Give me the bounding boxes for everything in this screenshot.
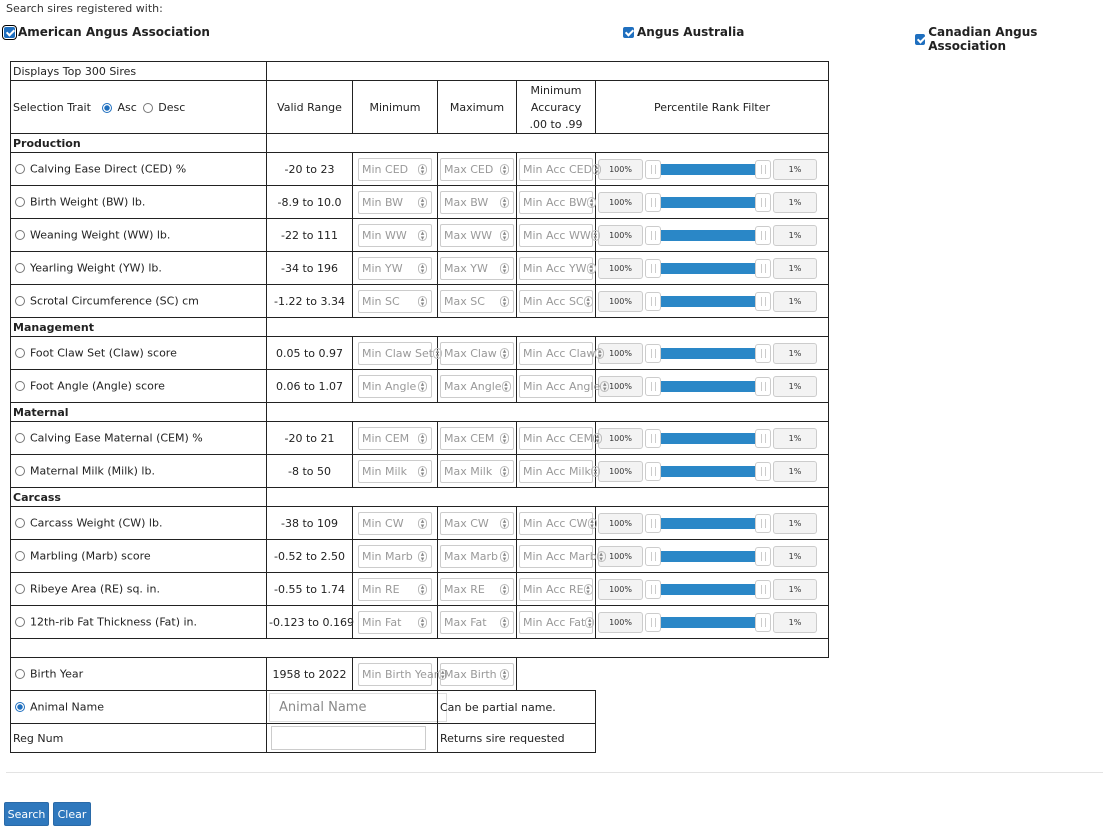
asc-label: Asc [117, 100, 137, 114]
percentile-high-value[interactable]: 1% [773, 376, 817, 397]
trait-radio-sc[interactable] [15, 296, 25, 306]
valid-range: -22 to 111 [267, 219, 353, 252]
slider-track[interactable] [645, 513, 771, 534]
percentile-slider-re[interactable] [598, 579, 826, 600]
spinner-icon[interactable] [500, 669, 509, 680]
trait-row-yw [11, 252, 829, 285]
min-yw-input[interactable]: Min YW ▴ ▾ [358, 257, 432, 280]
percentile-header: Percentile Rank Filter [596, 81, 829, 134]
birth-year-row: Birth Year 1958 to 2022 Min Birth Year ▴ ▾ Max Birth ▴ ▾ [11, 658, 829, 691]
percentile-high-value[interactable]: 1% [773, 291, 817, 312]
trait-radio-bw[interactable] [15, 197, 25, 207]
min-accuracy-header: Minimum Accuracy .00 to .99 [517, 81, 596, 134]
animal-name-note: Can be partial name. [438, 691, 596, 724]
spinner-icon[interactable] [500, 197, 509, 208]
slider-handle-left[interactable] [645, 514, 661, 533]
trait-radio-ced[interactable] [15, 164, 25, 174]
slider-track[interactable] [645, 461, 771, 482]
spinner-icon[interactable] [418, 296, 427, 307]
percentile-low-value[interactable]: 100% [598, 513, 643, 534]
spinner-icon[interactable] [500, 230, 509, 241]
trait-radio-cem[interactable] [15, 433, 25, 443]
spinner-icon[interactable] [597, 551, 606, 562]
max-ced-input[interactable]: Max CED ▴ ▾ [440, 158, 514, 181]
slider-track[interactable] [645, 225, 771, 246]
spinner-icon[interactable] [584, 584, 593, 595]
slider-handle-left[interactable] [645, 377, 661, 396]
slider-handle-left[interactable] [645, 160, 661, 179]
valid-range: -20 to 23 [267, 153, 353, 186]
max-cw-input[interactable]: Max CW ▴ ▾ [440, 512, 514, 535]
spinner-icon[interactable] [585, 617, 594, 628]
max-yw-input[interactable]: Max YW ▴ ▾ [440, 257, 514, 280]
percentile-low-value[interactable]: 100% [598, 376, 643, 397]
percentile-low-value[interactable]: 100% [598, 291, 643, 312]
trait-label: Foot Angle (Angle) score [30, 379, 165, 393]
trait-radio-marb[interactable] [15, 551, 25, 561]
spinner-icon[interactable] [418, 381, 427, 392]
slider-handle-right[interactable] [755, 429, 771, 448]
valid-range: -38 to 109 [267, 507, 353, 540]
association-label: American Angus Association [18, 25, 210, 39]
reg-num-row [11, 724, 829, 753]
max-birth-year-input[interactable]: Max Birth ▴ ▾ [440, 663, 514, 686]
slider-handle-left[interactable] [645, 613, 661, 632]
trait-row-milk [11, 455, 829, 488]
slider-track[interactable] [645, 579, 771, 600]
trait-row-ced [11, 153, 829, 186]
max-claw-input[interactable]: Max Claw ▴ ▾ [440, 342, 514, 365]
slider-track[interactable] [645, 376, 771, 397]
slider-handle-right[interactable] [755, 259, 771, 278]
canadian-angus-checkbox[interactable] [915, 34, 925, 45]
spinner-icon[interactable] [418, 197, 427, 208]
min-acc-cem-input[interactable]: Min Acc CEM ▴ ▾ [519, 427, 593, 450]
slider-handle-right[interactable] [755, 377, 771, 396]
spinner-icon[interactable] [588, 518, 597, 529]
slider-track[interactable] [645, 612, 771, 633]
trait-label: Marbling (Marb) score [30, 549, 151, 563]
percentile-low-value[interactable]: 100% [598, 428, 643, 449]
min-ww-input[interactable]: Min WW ▴ ▾ [358, 224, 432, 247]
trait-label: 12th-rib Fat Thickness (Fat) in. [30, 615, 198, 629]
valid-range: 0.06 to 1.07 [267, 370, 353, 403]
max-bw-input[interactable]: Max BW ▴ ▾ [440, 191, 514, 214]
spinner-icon[interactable] [500, 584, 509, 595]
section-production: Production [11, 134, 267, 153]
slider-handle-left[interactable] [645, 429, 661, 448]
percentile-high-value[interactable]: 1% [773, 546, 817, 567]
trait-row-re [11, 573, 829, 606]
spinner-icon[interactable] [418, 433, 427, 444]
slider-handle-right[interactable] [755, 613, 771, 632]
maximum-header: Maximum [438, 81, 517, 134]
divider [6, 772, 1103, 773]
desc-radio[interactable] [143, 103, 153, 113]
spinner-icon[interactable] [418, 551, 427, 562]
trait-row-claw [11, 337, 829, 370]
max-ww-input[interactable]: Max WW ▴ ▾ [440, 224, 514, 247]
spinner-icon[interactable] [500, 518, 509, 529]
min-acc-claw-input[interactable]: Min Acc Claw ▴ ▾ [519, 342, 593, 365]
section-management: Management [11, 318, 267, 337]
slider-handle-left[interactable] [645, 226, 661, 245]
spinner-icon[interactable] [592, 164, 601, 175]
trait-row-bw [11, 186, 829, 219]
min-ced-input[interactable]: Min CED ▴ ▾ [358, 158, 432, 181]
percentile-slider-milk[interactable] [598, 461, 826, 482]
trait-label: Foot Claw Set (Claw) score [30, 346, 177, 360]
slider-handle-right[interactable] [755, 462, 771, 481]
valid-range: 0.05 to 0.97 [267, 337, 353, 370]
trait-label: Calving Ease Maternal (CEM) % [30, 431, 203, 445]
percentile-slider-ww[interactable] [598, 225, 826, 246]
min-fat-input[interactable]: Min Fat ▴ ▾ [358, 611, 432, 634]
percentile-slider-bw[interactable] [598, 192, 826, 213]
slider-handle-right[interactable] [755, 344, 771, 363]
birth-year-range: 1958 to 2022 [267, 658, 353, 691]
trait-row-marb [11, 540, 829, 573]
trait-radio-re[interactable] [15, 584, 25, 594]
trait-label: Maternal Milk (Milk) lb. [30, 464, 155, 478]
spinner-icon[interactable] [500, 551, 509, 562]
min-re-input[interactable]: Min RE ▴ ▾ [358, 578, 432, 601]
spinner-icon[interactable] [500, 164, 509, 175]
trait-row-cw [11, 507, 829, 540]
slider-track[interactable] [645, 192, 771, 213]
min-acc-yw-input[interactable]: Min Acc YW ▴ ▾ [519, 257, 593, 280]
slider-handle-left[interactable] [645, 344, 661, 363]
percentile-slider-sc[interactable] [598, 291, 826, 312]
min-milk-input[interactable]: Min Milk ▴ ▾ [358, 460, 432, 483]
association-label: Canadian Angus Association [928, 25, 1038, 53]
percentile-slider-claw[interactable] [598, 343, 826, 364]
reg-num-label: Reg Num [11, 724, 267, 753]
trait-row-fat [11, 606, 829, 639]
association-label: Angus Australia [637, 25, 745, 39]
percentile-high-value[interactable]: 1% [773, 258, 817, 279]
percentile-low-value[interactable]: 100% [598, 159, 643, 180]
trait-radio-ww[interactable] [15, 230, 25, 240]
slider-handle-right[interactable] [755, 160, 771, 179]
percentile-high-value[interactable]: 1% [773, 612, 817, 633]
percentile-slider-cem[interactable] [598, 428, 826, 449]
spinner-icon[interactable] [584, 296, 593, 307]
slider-handle-right[interactable] [755, 292, 771, 311]
percentile-low-value[interactable]: 100% [598, 461, 643, 482]
association-canadian-angus[interactable] [915, 25, 1103, 53]
spinner-icon[interactable] [591, 466, 600, 477]
spinner-icon[interactable] [593, 433, 602, 444]
animal-name-row: Animal Name Animal Name Can be partial name. [11, 691, 829, 724]
trait-label: Calving Ease Direct (CED) % [30, 162, 187, 176]
min-angle-input[interactable]: Min Angle ▴ ▾ [358, 375, 432, 398]
trait-label: Carcass Weight (CW) lb. [30, 516, 163, 530]
max-re-input[interactable]: Max RE ▴ ▾ [440, 578, 514, 601]
min-marb-input[interactable]: Min Marb ▴ ▾ [358, 545, 432, 568]
section-maternal: Maternal [11, 403, 267, 422]
slider-track[interactable] [645, 258, 771, 279]
trait-radio-claw[interactable] [15, 348, 25, 358]
american-angus-checkbox[interactable] [4, 27, 15, 38]
section-carcass: Carcass [11, 488, 267, 507]
percentile-low-value[interactable]: 100% [598, 579, 643, 600]
spinner-icon[interactable] [595, 348, 604, 359]
slider-handle-right[interactable] [755, 193, 771, 212]
reg-num-input[interactable] [271, 726, 426, 750]
max-fat-input[interactable]: Max Fat ▴ ▾ [440, 611, 514, 634]
spinner-icon[interactable] [600, 381, 609, 392]
displays-top-label: Displays Top 300 Sires [11, 62, 267, 81]
spinner-icon[interactable] [500, 263, 509, 274]
min-acc-re-input[interactable]: Min Acc RE ▴ ▾ [519, 578, 593, 601]
valid-range: -0.55 to 1.74 [267, 573, 353, 606]
spinner-icon[interactable] [500, 348, 509, 359]
min-claw-input[interactable]: Min Claw Set ▴ ▾ [358, 342, 432, 365]
desc-label: Desc [158, 100, 186, 114]
valid-range: -8.9 to 10.0 [267, 186, 353, 219]
trait-radio-fat[interactable] [15, 617, 25, 627]
animal-name-input[interactable]: Animal Name [269, 693, 447, 722]
valid-range: -8 to 50 [267, 455, 353, 488]
valid-range: -1.22 to 3.34 [267, 285, 353, 318]
min-cem-input[interactable]: Min CEM ▴ ▾ [358, 427, 432, 450]
asc-radio[interactable] [102, 103, 112, 113]
spinner-icon[interactable] [502, 381, 511, 392]
slider-track[interactable] [645, 546, 771, 567]
percentile-high-value[interactable]: 1% [773, 192, 817, 213]
min-sc-input[interactable]: Min SC ▴ ▾ [358, 290, 432, 313]
percentile-slider-ced[interactable] [598, 159, 826, 180]
trait-row-cem [11, 422, 829, 455]
slider-track[interactable] [645, 291, 771, 312]
clear-button[interactable]: Clear [53, 802, 91, 826]
slider-handle-right[interactable] [755, 226, 771, 245]
spinner-icon[interactable] [418, 263, 427, 274]
min-acc-sc-input[interactable]: Min Acc SC ▴ ▾ [519, 290, 593, 313]
slider-track[interactable] [645, 343, 771, 364]
min-acc-ced-input[interactable]: Min Acc CED ▴ ▾ [519, 158, 593, 181]
percentile-high-value[interactable]: 1% [773, 225, 817, 246]
spinner-icon[interactable] [500, 466, 509, 477]
trait-label: Ribeye Area (RE) sq. in. [30, 582, 160, 596]
min-acc-marb-input[interactable]: Min Acc Marb ▴ ▾ [519, 545, 593, 568]
selection-trait-label: Selection Trait [13, 100, 91, 114]
trait-label: Yearling Weight (YW) lb. [30, 261, 162, 275]
spinner-icon[interactable] [418, 230, 427, 241]
spinner-icon[interactable] [587, 263, 596, 274]
spinner-icon[interactable] [418, 617, 427, 628]
percentile-high-value[interactable]: 1% [773, 461, 817, 482]
min-cw-input[interactable]: Min CW ▴ ▾ [358, 512, 432, 535]
percentile-slider-cw[interactable] [598, 513, 826, 534]
slider-handle-left[interactable] [645, 580, 661, 599]
min-acc-bw-input[interactable]: Min Acc BW ▴ ▾ [519, 191, 593, 214]
spinner-icon[interactable] [591, 230, 600, 241]
min-bw-input[interactable]: Min BW ▴ ▾ [358, 191, 432, 214]
slider-handle-right[interactable] [755, 514, 771, 533]
association-american-angus[interactable] [4, 25, 210, 39]
spinner-icon[interactable] [418, 164, 427, 175]
percentile-slider-marb[interactable] [598, 546, 826, 567]
reg-num-note: Returns sire requested [438, 724, 596, 753]
min-birth-year-input[interactable]: Min Birth Year ▴ ▾ [358, 663, 432, 686]
min-acc-ww-input[interactable]: Min Acc WW ▴ ▾ [519, 224, 593, 247]
percentile-slider-yw[interactable] [598, 258, 826, 279]
association-angus-australia[interactable] [623, 25, 744, 39]
sire-search-table [10, 61, 829, 753]
max-milk-input[interactable]: Max Milk ▴ ▾ [440, 460, 514, 483]
minimum-header: Minimum [353, 81, 438, 134]
percentile-slider-angle[interactable] [598, 376, 826, 397]
slider-handle-left[interactable] [645, 259, 661, 278]
valid-range: -34 to 196 [267, 252, 353, 285]
spinner-icon[interactable] [418, 584, 427, 595]
trait-radio-milk[interactable] [15, 466, 25, 476]
slider-handle-left[interactable] [645, 193, 661, 212]
valid-range: -0.123 to 0.169 [267, 606, 353, 639]
trait-radio-angle[interactable] [15, 381, 25, 391]
percentile-low-value[interactable]: 100% [598, 343, 643, 364]
max-angle-input[interactable]: Max Angle ▴ ▾ [440, 375, 514, 398]
percentile-high-value[interactable]: 1% [773, 159, 817, 180]
percentile-slider-fat[interactable] [598, 612, 826, 633]
trait-radio-yw[interactable] [15, 263, 25, 273]
max-marb-input[interactable]: Max Marb ▴ ▾ [440, 545, 514, 568]
max-cem-input[interactable]: Max CEM ▴ ▾ [440, 427, 514, 450]
trait-radio-cw[interactable] [15, 518, 25, 528]
spinner-icon[interactable] [500, 296, 509, 307]
spinner-icon[interactable] [587, 197, 596, 208]
percentile-high-value[interactable]: 1% [773, 513, 817, 534]
percentile-low-value[interactable]: 100% [598, 192, 643, 213]
valid-range: -20 to 21 [267, 422, 353, 455]
trait-row-angle [11, 370, 829, 403]
percentile-high-value[interactable]: 1% [773, 428, 817, 449]
percentile-low-value[interactable]: 100% [598, 612, 643, 633]
percentile-high-value[interactable]: 1% [773, 343, 817, 364]
slider-track[interactable] [645, 159, 771, 180]
min-acc-milk-input[interactable]: Min Acc Milk ▴ ▾ [519, 460, 593, 483]
angus-australia-checkbox[interactable] [623, 27, 634, 38]
trait-row-sc [11, 285, 829, 318]
percentile-low-value[interactable]: 100% [598, 258, 643, 279]
min-acc-cw-input[interactable]: Min Acc CW ▴ ▾ [519, 512, 593, 535]
min-acc-fat-input[interactable]: Min Acc Fat ▴ ▾ [519, 611, 593, 634]
spinner-icon[interactable] [500, 433, 509, 444]
slider-handle-right[interactable] [755, 547, 771, 566]
birth-year-radio[interactable] [15, 669, 25, 679]
spinner-icon[interactable] [418, 466, 427, 477]
slider-handle-left[interactable] [645, 462, 661, 481]
trait-label: Weaning Weight (WW) lb. [30, 228, 171, 242]
percentile-low-value[interactable]: 100% [598, 225, 643, 246]
search-button[interactable]: Search [4, 802, 49, 826]
trait-label: Scrotal Circumference (SC) cm [30, 294, 199, 308]
max-sc-input[interactable]: Max SC ▴ ▾ [440, 290, 514, 313]
slider-handle-right[interactable] [755, 580, 771, 599]
percentile-low-value[interactable]: 100% [598, 546, 643, 567]
slider-track[interactable] [645, 428, 771, 449]
min-acc-angle-input[interactable]: Min Acc Angle ▴ ▾ [519, 375, 593, 398]
valid-range-header: Valid Range [267, 81, 353, 134]
valid-range: -0.52 to 2.50 [267, 540, 353, 573]
animal-name-radio[interactable] [15, 702, 25, 712]
percentile-high-value[interactable]: 1% [773, 579, 817, 600]
slider-handle-left[interactable] [645, 292, 661, 311]
spinner-icon[interactable] [418, 518, 427, 529]
selection-trait-cell [11, 81, 267, 134]
search-sires-label: Search sires registered with: [6, 2, 163, 15]
trait-label: Birth Weight (BW) lb. [30, 195, 146, 209]
slider-handle-left[interactable] [645, 547, 661, 566]
spinner-icon[interactable] [500, 617, 509, 628]
trait-row-ww [11, 219, 829, 252]
